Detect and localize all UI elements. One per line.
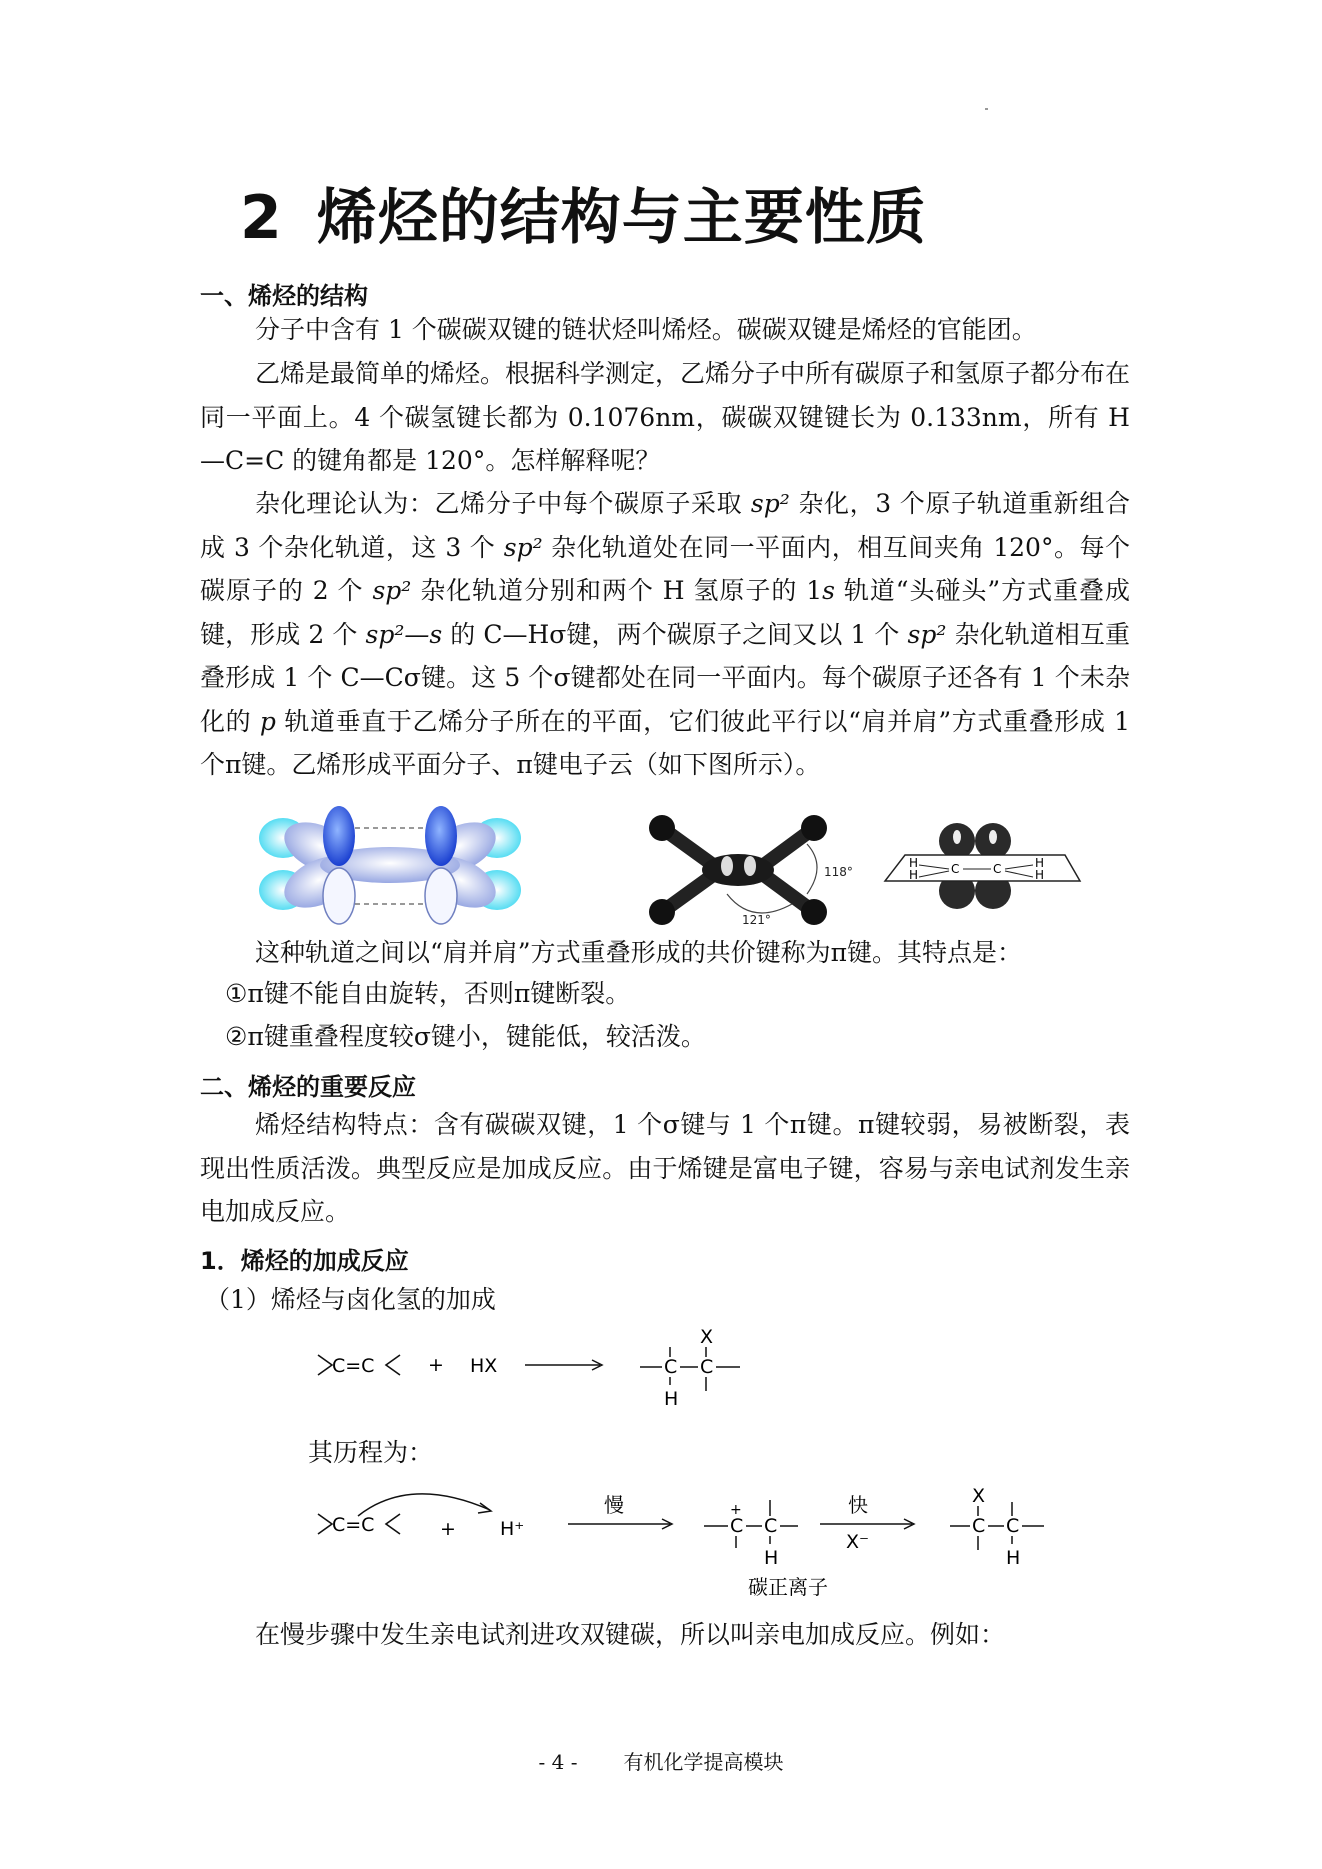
intermediate-carbon: C: [730, 1515, 744, 1537]
alkene-left-bonds: [318, 1514, 332, 1534]
product-h: H: [664, 1388, 679, 1410]
paragraph-ethylene: 乙烯是最简单的烯烃。根据科学测定，乙烯分子中所有碳原子和氢原子都分布在同一平面上。4 个碳氢键长都为 0.1076nm，碳碳双键键长为 0.133nm，所有 H—C=C 的键角都是 120°。怎样解释呢？: [200, 359, 1131, 475]
h-label: H: [909, 856, 919, 870]
chapter-title: [240, 170, 927, 256]
hydrogen-atom: [801, 815, 827, 841]
fast-label: 快: [848, 1493, 868, 1517]
reaction-hx-addition: [300, 1325, 760, 1420]
alkene-label: C=C: [332, 1355, 375, 1377]
scan-dot: [985, 108, 988, 110]
c-label: C: [993, 862, 1002, 876]
p-orbital-upper: [425, 806, 457, 866]
section-heading-structure: 一、烯烃的结构: [200, 282, 368, 310]
p-orbital-lower: [425, 868, 457, 924]
paragraph-pi-bond: 这种轨道之间以“肩并肩”方式重叠形成的共价键称为π键。其特点是：: [255, 938, 1022, 967]
plus-sign: +: [428, 1354, 444, 1376]
reaction-mechanism: [300, 1470, 1060, 1605]
angle-arc: [807, 844, 817, 894]
h-label: H: [1035, 868, 1045, 882]
pi-orbital-figure: [255, 800, 525, 925]
h-label: H: [909, 868, 919, 882]
chapter-number: 2: [240, 183, 283, 253]
hydrogen-atom: [649, 815, 675, 841]
pi-electron-cloud-figure: [875, 815, 1085, 915]
angle-label-121: 121°: [742, 913, 771, 927]
p-orbital-lower: [323, 868, 355, 924]
product-x: X: [972, 1485, 986, 1507]
carbocation-charge: +: [730, 1502, 742, 1518]
hydrogen-atom: [801, 899, 827, 925]
ethylene-bond-angle-figure: [642, 808, 862, 928]
mechanism-label: 其历程为：: [308, 1438, 434, 1467]
carbon-highlight: [721, 856, 733, 876]
product-h: H: [1006, 1547, 1021, 1569]
intermediate-carbon: C: [764, 1515, 778, 1537]
slow-label: 慢: [604, 1493, 624, 1517]
paragraph-reaction-features: 烯烃结构特点：含有碳碳双键，1 个σ键与 1 个π键。π键较弱，易被断裂，表现出性质活泼。典型反应是加成反应。由于烯键是富电子键，容易与亲电试剂发生亲电加成反应。: [200, 1110, 1130, 1226]
paragraph-electrophilic: 在慢步骤中发生亲电试剂进攻双键碳，所以叫亲电加成反应。例如：: [255, 1620, 1006, 1649]
cloud-highlight: [953, 830, 961, 844]
x-minus-label: X⁻: [846, 1531, 870, 1553]
page-number: - 4 -: [538, 1750, 578, 1774]
section-heading-reactions: 二、烯烃的重要反应: [200, 1073, 416, 1101]
reagent-hx: HX: [470, 1355, 498, 1377]
cloud-highlight: [989, 830, 997, 844]
product-carbon: C: [664, 1356, 678, 1378]
alkene-right-bonds: [386, 1355, 400, 1375]
paragraph-definition: 分子中含有 1 个碳碳双键的链状烃叫烯烃。碳碳双键是烯烃的官能团。: [255, 315, 1037, 344]
cc-double-bond: [702, 854, 774, 886]
chapter-title-text: 烯烃的结构与主要性质: [316, 183, 927, 253]
alkene-left-bonds: [318, 1355, 332, 1375]
hydrogen-atom: [649, 899, 675, 925]
pi-feature-2: ②π键重叠程度较σ键小，键能低，较活泼。: [225, 1022, 706, 1051]
alkene-right-bonds: [386, 1514, 400, 1534]
p-orbital-upper: [323, 806, 355, 866]
page-footer: [0, 1746, 1322, 1775]
product-x: X: [700, 1326, 714, 1348]
plus-sign: +: [440, 1518, 456, 1540]
paragraph-hybridization: 杂化理论认为：乙烯分子中每个碳原子采取 sp² 杂化，3 个原子轨道重新组合成 3 个杂化轨道，这 3 个 sp² 杂化轨道处在同一平面内，相互间夹角 120°。每个碳原子的 2 个 sp² 杂化轨道分别和两个 H 氢原子的 1s 轨道“头碰头”方式重叠成键，形成 2 个 sp²—s 的 C—Hσ键，两个碳原子之间又以 1 个 sp² 杂化轨道相互重叠形成 1 个 C—Cσ键。这 5 个σ键都处在同一平面内。每个碳原子还各有 1 个未杂化的 p 轨道垂直于乙烯分子所在的平面，它们彼此平行以“肩并肩”方式重叠形成 1 个π键。乙烯形成平面分子、π键电子云（如下图所示）。: [200, 489, 1131, 779]
product-carbon: C: [1006, 1515, 1020, 1537]
alkene-label: C=C: [332, 1514, 375, 1536]
subsection-hx-addition: （1）烯烃与卤化氢的加成: [205, 1285, 496, 1314]
carbocation-label: 碳正离子: [748, 1575, 828, 1599]
intermediate-h: H: [764, 1547, 779, 1569]
product-carbon: C: [700, 1356, 714, 1378]
subsection-addition: 1．烯烃的加成反应: [200, 1247, 409, 1275]
book-title: 有机化学提高模块: [623, 1750, 784, 1774]
product-carbon: C: [972, 1515, 986, 1537]
pi-feature-1: ①π键不能自由旋转，否则π键断裂。: [225, 979, 631, 1008]
c-label: C: [951, 862, 960, 876]
carbon-highlight: [744, 856, 756, 876]
angle-label-118: 118°: [824, 865, 853, 879]
electron-push-arrow: [358, 1494, 490, 1516]
h-label: H: [1035, 856, 1045, 870]
reagent-h-plus: H⁺: [500, 1518, 525, 1540]
